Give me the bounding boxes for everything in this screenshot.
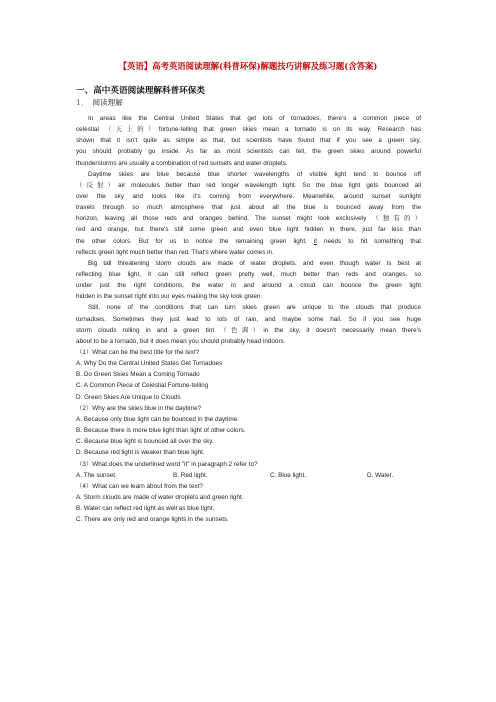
passage-line: celestial （天上的）fortune-telling that green skies mean a tornado is on its way. Research has — [76, 126, 421, 134]
passage-line: In areas like the Central United States that get lots of tornadoes, there's a common piece of — [88, 115, 421, 122]
passage-line: travels through so much atmosphere that just about all the blue is bounced away from the — [76, 204, 421, 212]
answer-option: D. Green Skies Are Unique to Clouds — [76, 393, 181, 401]
answer-option: C. Blue light. — [270, 471, 306, 479]
answer-option: B. Red light. — [173, 471, 208, 479]
question-stem: （2）Why are the skies blue in the daytime? — [76, 404, 202, 412]
passage-line: the other colors. But for us to notice the remaining green light, it needs to hit something that — [76, 237, 421, 245]
passage-line: shown that it isn't quite as simple as that, but scientists have found that if you see a green sky, — [76, 137, 421, 145]
passage-line: you should probably go inside. As far as most scientists can tell, the green skies around powerful — [76, 148, 421, 156]
passage-paragraph — [76, 169, 421, 258]
document-title: 【英语】高考英语阅读理解(科普环保)解题技巧讲解及练习题(含答案) — [118, 61, 378, 71]
passage-line: reflecting blue light, it can still reflect green pretty well, much better than reds and oranges, so — [76, 270, 421, 278]
passage-line: hidden in the sunset right into our eyes making the sky look green. — [76, 293, 263, 301]
answer-option: B. Because there is more blue light than light of other colors. — [76, 427, 246, 435]
answer-options-row — [76, 470, 421, 481]
item-number: 1． — [76, 98, 89, 107]
underlined-word: it — [313, 237, 317, 245]
passage-line: （反射）air molecules better than red longer wavelength light. So the blue light gets bounced all — [76, 181, 421, 189]
answer-option: A. The sunset. — [76, 471, 117, 479]
passage-paragraph — [76, 113, 421, 169]
passage-paragraph — [76, 258, 421, 303]
section-heading: 一、高中英语阅读理解科普环保类 — [76, 86, 205, 96]
item-heading — [76, 97, 123, 108]
answer-option: A. Storm clouds are made of water droplets and green light. — [76, 493, 244, 501]
passage-line: under just the right conditions, the water in and around a cloud can bounce the green light — [76, 282, 421, 290]
passage-line: storm clouds rolling in and a green tint （色调）in the sky, it doesn't necessarily mean there's — [76, 326, 421, 334]
passage-paragraph — [76, 302, 421, 347]
passage-line: Daytime skies are blue because blue shorter wavelengths of visible light tend to bounce off — [88, 170, 421, 178]
passage-line: over the sky and looks like it's coming from everywhere. Meanwhile, around sunset sunlight — [76, 192, 421, 200]
question-stem: （1）What can be the best title for the text? — [76, 348, 200, 356]
passage-line: red and orange, but there's still some green and even blue light hidden in there, just far less than — [76, 226, 421, 234]
answer-option: A. Why Do the Central United States Get Tornadoes — [76, 360, 223, 368]
answer-option: C. A Common Piece of Celestial Fortune-telling — [76, 382, 209, 390]
answer-option: A. Because only blue light can be bounced in the daytime. — [76, 415, 239, 423]
passage-line: tornadoes. Sometimes they just lead to lots of rain, and maybe some hail. So if you see huge — [76, 315, 421, 323]
passage-line: Big tall threatening storm clouds are made of water droplets, and even though water is best at — [88, 259, 421, 267]
passage-body — [76, 113, 421, 525]
answer-option: B. Do Green Skies Mean a Coming Tornado — [76, 371, 200, 379]
passage-line: about to be a tornado, but it does mean you should probably head indoors. — [76, 337, 286, 345]
passage-line: Still, none of the conditions that can turn skies green are unique to the clouds that produce — [88, 304, 421, 312]
question-stem: （3）What does the underlined word "it" in paragraph 2 refer to? — [76, 460, 258, 468]
question-stem: （4）What can we learn about from the text? — [76, 482, 203, 490]
answer-option: C. There are only red and orange lights in the sunsets. — [76, 516, 229, 524]
answer-option: D. Because red light is weaker than blue light. — [76, 449, 205, 457]
answer-option: B. Water can reflect red light as well as blue light. — [76, 505, 215, 513]
answer-option: D. Water. — [367, 471, 394, 479]
item-label: 阅读理解 — [92, 98, 123, 107]
passage-line: thunderstorms are usually a combination of red sunsets and water droplets. — [76, 159, 288, 167]
passage-line: horizon, leaving all those reds and oranges behind. The sunset might look exclusively （独有的） — [76, 215, 421, 223]
answer-option: C. Because blue light is bounced all over the sky. — [76, 438, 214, 446]
passage-line: reflects green light much better than red. That's where water comes in. — [76, 248, 274, 256]
